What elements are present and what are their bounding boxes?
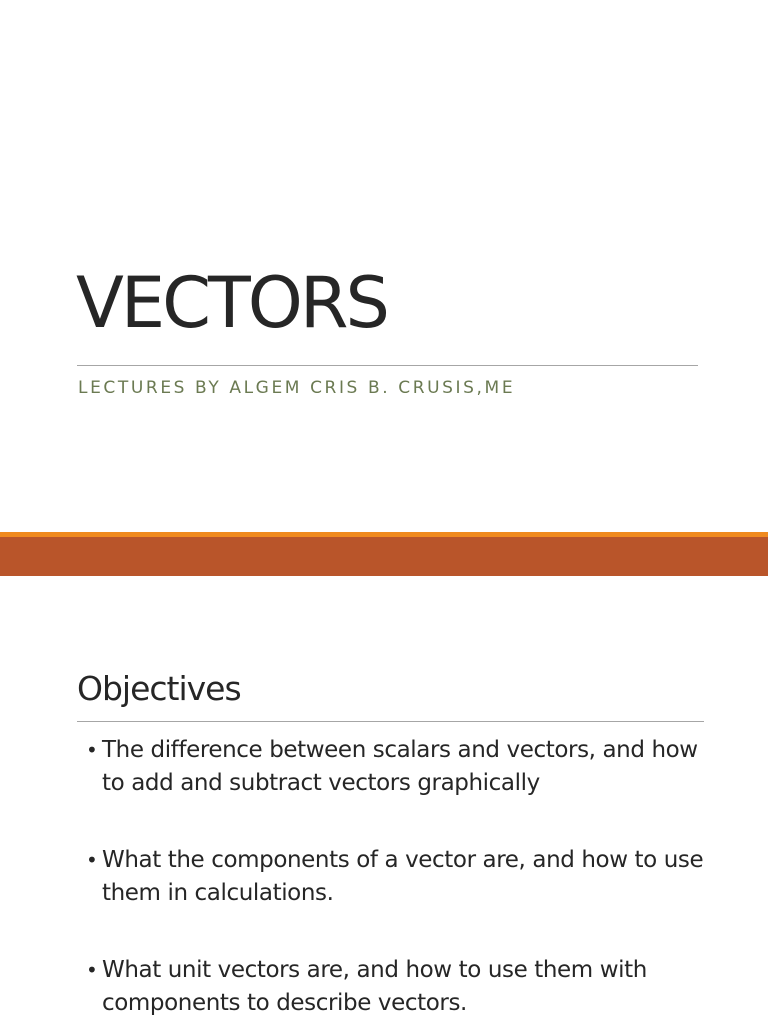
objectives-heading: Objectives xyxy=(77,669,241,708)
objectives-list xyxy=(86,734,716,1024)
objectives-slide xyxy=(0,576,768,1024)
title-divider xyxy=(77,365,698,366)
slide-subtitle: LECTURES BY ALGEM CRIS B. CRUSIS,ME xyxy=(78,378,516,398)
bullet-icon: • xyxy=(86,958,98,982)
bullet-icon: • xyxy=(86,738,98,762)
list-item xyxy=(86,954,716,1020)
accent-band xyxy=(0,537,768,576)
objective-text: What the components of a vector are, and how to use them in calculations. xyxy=(102,847,704,906)
bullet-icon: • xyxy=(86,848,98,872)
objectives-divider xyxy=(77,721,704,722)
objective-text: What unit vectors are, and how to use them with components to describe vectors. xyxy=(102,957,647,1016)
slide-title: VECTORS xyxy=(76,262,387,344)
list-item xyxy=(86,844,716,910)
objective-text: The difference between scalars and vectors, and how to add and subtract vectors graphically xyxy=(102,737,698,796)
list-item xyxy=(86,734,716,800)
